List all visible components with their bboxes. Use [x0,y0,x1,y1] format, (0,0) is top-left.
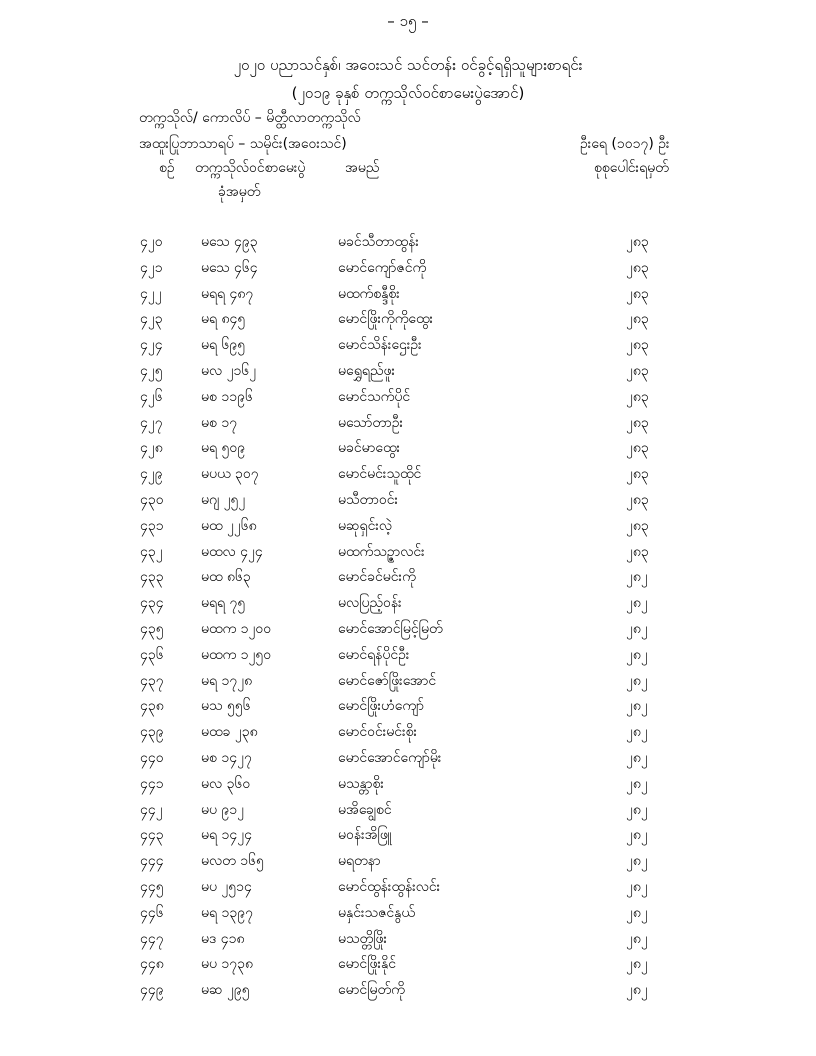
serial-cell: ၄၄၀ [140,749,164,766]
table-row [0,671,816,697]
department-line: အထူးပြုဘာသာရပ် – သမိုင်း(အဝေးသင်) [139,136,347,152]
name-cell: မောင်သိန်းဌေးဦး [338,337,422,354]
marks-cell: ၂၈၃ [626,440,649,457]
table-row [0,722,816,748]
table-row [0,361,816,387]
page-number: – ၁၅ – [387,12,429,30]
serial-cell: ၄၂၇ [140,414,163,431]
marks-cell: ၂၈၃ [626,311,649,328]
roll-number-cell: မစ ၁၄၂၇ [201,749,252,766]
table-row [0,490,816,516]
serial-cell: ၄၄၇ [140,930,164,947]
name-cell: မအိချွေစင် [338,801,392,818]
roll-number-cell: မစ ၁၇ [201,414,238,431]
serial-cell: ၄၄၈ [140,956,164,973]
roll-number-cell: မသေ ၄၆၄ [201,259,258,276]
name-cell: မသန္တာစိုး [338,775,384,792]
table-row [0,774,816,800]
marks-cell: ၂၈၃ [626,234,649,250]
marks-cell: ၂၈၃ [626,491,649,508]
name-cell: မောင်အောင်မြင့်မြတ် [338,620,443,637]
roll-number-cell: မရ ၆၉၅ [201,337,246,354]
table-row [0,929,816,955]
roll-number-cell: မလ ၃၆၀ [201,775,251,792]
roll-number-cell: မပ ၁၇၃၈ [201,956,254,973]
marks-cell: ၂၈၃ [626,466,649,483]
serial-cell: ၄၃၆ [140,646,164,663]
name-cell: မဝန်းအိဖြူ [338,827,392,844]
name-cell: မောင်မင်းသူထိုင် [338,466,422,483]
name-cell: မောင်အောင်ကျော်မိုး [338,749,442,766]
table-row [0,800,816,826]
table-row [0,284,816,310]
marks-cell: ၂၈၂ [626,749,648,766]
column-header-marks: စုစုပေါင်းရမှတ် [594,160,669,176]
roll-number-cell: မရ ၅၀၉ [201,440,246,457]
table-row [0,542,816,568]
name-cell: မလပြည့်ဝန်း [338,595,402,612]
table-row [0,851,816,877]
name-cell: မသော်တာဦး [338,414,404,431]
name-cell: မခင်မာထွေး [338,440,401,457]
roll-number-cell: မထ ၂၂၆၈ [201,517,257,534]
roll-number-cell: မဂျ ၂၅၂ [201,491,246,508]
name-cell: မဆုရှင်းလဲ့ [338,517,393,534]
marks-cell: ၂၈၂ [626,878,648,895]
roll-number-cell: မဆ ၂၉၅ [201,982,250,999]
serial-cell: ၄၃၃ [140,569,164,586]
document-subtitle: (၂၀၁၉ ခုနှစ် တက္ကသိုလ်ဝင်စာမေးပွဲအောင်) [291,84,525,102]
serial-cell: ၄၂၉ [140,466,163,483]
marks-cell: ၂၈၃ [626,517,649,534]
name-cell: မရွှေရည်ဖူး [338,362,396,379]
marks-cell: ၂၈၂ [626,569,648,586]
table-row [0,825,816,851]
marks-cell: ၂၈၂ [626,698,648,715]
table-row [0,645,816,671]
marks-cell: ၂၈၃ [626,388,649,405]
name-cell: မောင်ဖြိုးဟံကျော် [338,698,424,715]
name-cell: မခင်သီတာထွန်း [338,234,419,250]
serial-cell: ၄၃၁ [140,517,164,534]
serial-cell: ၄၃၈ [140,698,164,715]
table-row [0,387,816,413]
marks-cell: ၂၈၃ [626,362,649,379]
roll-number-cell: မထက ၁၂၅၀ [201,646,272,663]
table-row [0,232,816,258]
serial-cell: ၄၄၁ [140,775,164,792]
serial-cell: ၄၄၂ [140,801,163,818]
name-cell: မောင်ရန်ပိုင်ဦး [338,646,410,663]
serial-cell: ၄၃၂ [140,543,163,560]
roll-number-cell: မထလ ၄၂၄ [201,543,263,560]
roll-number-cell: မဒ ၄၁၈ [201,930,245,947]
roll-number-cell: မထ ၈၆၃ [201,569,251,586]
name-cell: မောင်ဝင်းမင်းစိုး [338,724,418,741]
name-cell: မောင်သက်ပိုင် [338,388,411,405]
marks-cell: ၂၈၂ [626,853,648,870]
table-row [0,954,816,980]
table-row [0,567,816,593]
table-row [0,619,816,645]
roll-number-cell: မရရ ၄၈၇ [201,285,254,302]
column-header-roll-line2: ခုံအမှတ် [218,184,261,200]
serial-cell: ၄၂၂ [140,285,162,302]
document-title: ၂၀၂၀ ပညာသင်နှစ်၊ အဝေးသင် သင်တန်း ဝင်ခွင့်ရရှိသူများစာရင်း [233,56,583,74]
table-row [0,980,816,1006]
marks-cell: ၂၈၂ [626,775,648,792]
marks-cell: ၂၈၂ [626,595,648,612]
marks-cell: ၂၈၃ [626,414,649,431]
serial-cell: ၄၃၀ [140,491,164,508]
serial-cell: ၄၂၀ [140,234,163,250]
roll-number-cell: မပ ၉၁၂ [201,801,245,818]
serial-cell: ၄၂၆ [140,388,163,405]
marks-cell: ၂၈၂ [626,724,648,741]
name-cell: မနှင်းသဇင်နွယ် [338,904,415,921]
marks-cell: ၂၈၂ [626,620,648,637]
roll-number-cell: မရရ ၇၅ [201,595,246,612]
roll-number-cell: မပယ ၃၀၇ [201,466,259,483]
roll-number-cell: မလတ ၁၆၅ [201,853,264,870]
serial-cell: ၄၄၄ [140,853,164,870]
marks-cell: ၂၈၂ [626,956,648,973]
table-row [0,309,816,335]
serial-cell: ၄၂၄ [140,337,163,354]
table-row [0,696,816,722]
serial-cell: ၄၃၅ [140,620,164,637]
results-table [0,232,816,1006]
name-cell: မောင်ကျော်ဇင်ကို [338,259,427,276]
table-row [0,593,816,619]
name-cell: မောင်ဖြိုးကိုကိုထွေး [338,311,434,328]
serial-cell: ၄၄၉ [140,982,164,999]
serial-cell: ၄၃၄ [140,595,164,612]
serial-cell: ၄၃၇ [140,672,164,689]
name-cell: မသတ္တိဖြိုး [338,930,388,947]
roll-number-cell: မပ ၂၅၁၄ [201,878,252,895]
marks-cell: ၂၈၂ [626,801,648,818]
marks-cell: ၂၈၃ [626,543,649,560]
table-row [0,748,816,774]
marks-cell: ၂၈၃ [626,259,649,276]
roll-number-cell: မသ ၅၅၆ [201,698,251,715]
serial-cell: ၄၂၅ [140,362,163,379]
name-cell: မောင်ခင်မင်းကို [338,569,416,586]
roll-number-cell: မထခ ၂၃၈ [201,724,258,741]
name-cell: မထက်သဉ္ဇာလင်း [338,543,425,560]
total-count: ဦးရေ (၁၀၁၇) ဦး [580,136,670,152]
column-header-name: အမည် [345,160,380,176]
roll-number-cell: မရ ၁၇၂၈ [201,672,253,689]
name-cell: မောင်မြတ်ကို [338,982,405,999]
column-header-serial: စဉ် [159,160,175,176]
name-cell: မောင်ဖြိုးနိုင် [338,956,397,973]
marks-cell: ၂၈၂ [626,982,648,999]
serial-cell: ၄၄၅ [140,878,164,895]
roll-number-cell: မရ ၈၄၅ [201,311,246,328]
roll-number-cell: မရ ၁၃၉၇ [201,904,253,921]
marks-cell: ၂၈၂ [626,904,648,921]
table-row [0,516,816,542]
marks-cell: ၂၈၂ [626,930,648,947]
serial-cell: ၄၂၃ [140,311,163,328]
university-line: တက္ကသိုလ်/ ကောလိပ် – မိတ္ထီလာတက္ကသိုလ် [139,110,361,126]
marks-cell: ၂၈၂ [626,827,648,844]
roll-number-cell: မစ ၁၁၉၆ [201,388,253,405]
name-cell: မောင်ဇော်ဖြိုးအောင် [338,672,437,689]
roll-number-cell: မသေ ၄၉၃ [201,234,258,250]
marks-cell: ၂၈၃ [626,285,649,302]
table-row [0,464,816,490]
serial-cell: ၄၂၈ [140,440,163,457]
column-header-roll: တက္ကသိုလ်ဝင်စာမေးပွဲ [195,160,306,176]
name-cell: မထက်စန္ဒီစိုး [338,285,400,302]
roll-number-cell: မထက ၁၂၀၀ [201,620,272,637]
table-row [0,258,816,284]
serial-cell: ၄၃၉ [140,724,164,741]
table-row [0,413,816,439]
name-cell: မသီတာဝင်း [338,491,399,508]
roll-number-cell: မလ ၂၁၆၂ [201,362,257,379]
marks-cell: ၂၈၂ [626,646,648,663]
table-row [0,903,816,929]
roll-number-cell: မရ ၁၄၂၄ [201,827,252,844]
marks-cell: ၂၈၃ [626,337,649,354]
serial-cell: ၄၄၃ [140,827,164,844]
table-row [0,335,816,361]
serial-cell: ၄၄၆ [140,904,164,921]
table-row [0,438,816,464]
serial-cell: ၄၂၁ [140,259,163,276]
marks-cell: ၂၈၂ [626,672,648,689]
name-cell: မောင်ထွန်းထွန်းလင်း [338,878,441,895]
table-row [0,877,816,903]
name-cell: မရတနာ [338,853,381,870]
